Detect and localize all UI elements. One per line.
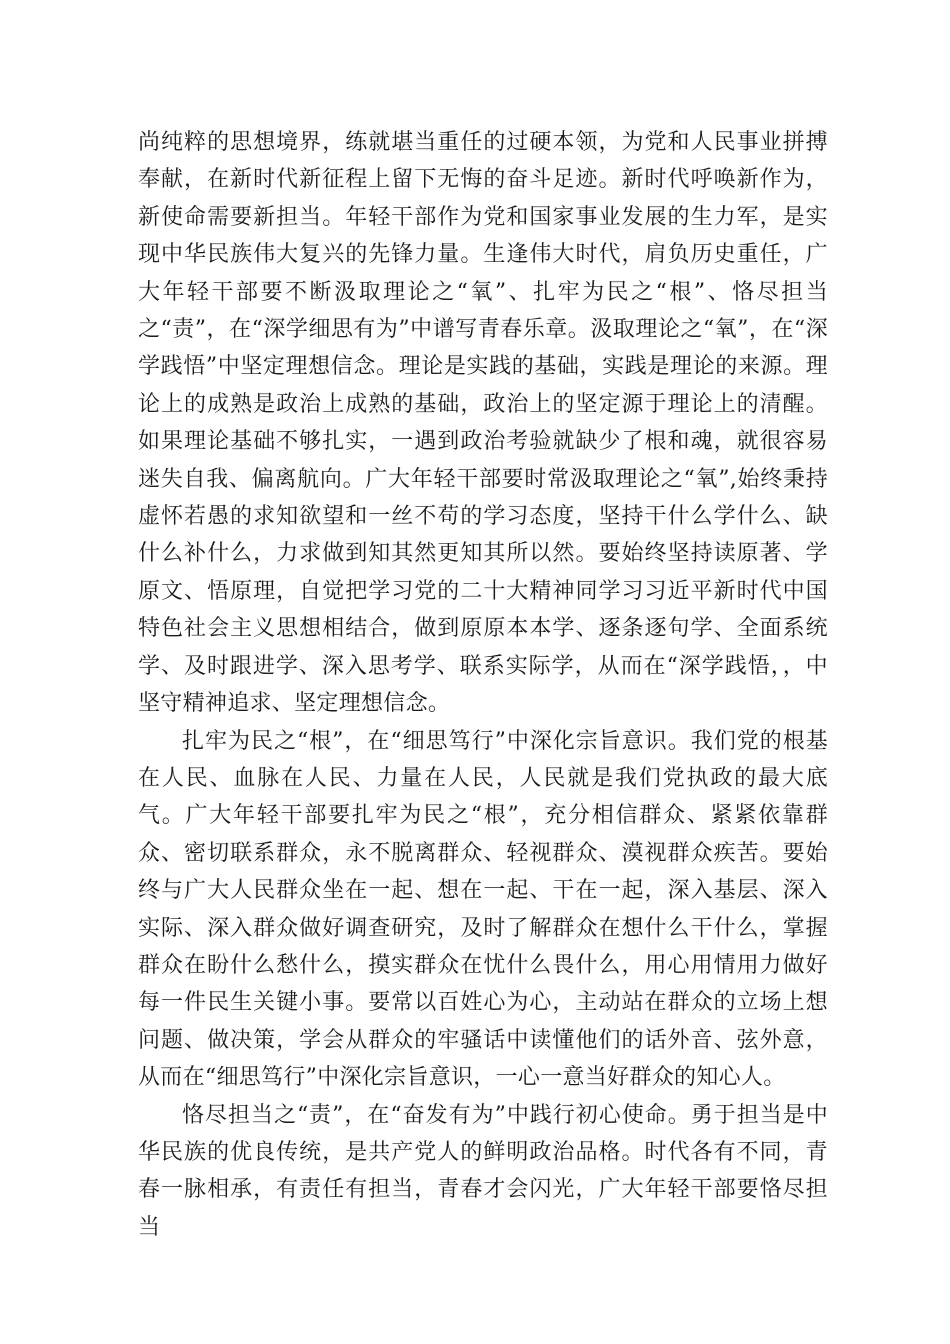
- paragraph-2: 扎牢为民之“根”，在“细思笃行”中深化宗旨意识。我们党的根基在人民、血脉在人民、力量在人民，人民就是我们党执政的最大底气。广大年轻干部要扎牢为民之“根”，充分相信群众、紧紧依靠群众、密切联系群众，永不脱离群众、轻视群众、漠视群众疾苦。要始终与广大人民群众坐在一起、想在一起、干在一起，深入基层、深入实际、深入群众做好调查研究，及时了解群众在想什么干什么，掌握群众在盼什么愁什么，摸实群众在忧什么畏什么，用心用情用力做好每一件民生关键小事。要常以百姓心为心，主动站在群众的立场上想问题、做决策，学会从群众的牢骚话中读懂他们的话外音、弦外意，从而在“细思笃行”中深化宗旨意识，一心一意当好群众的知心人。: [138, 728, 828, 1091]
- document-body: [138, 124, 828, 1246]
- paragraph-1: 尚纯粹的思想境界，练就堪当重任的过硬本领，为党和人民事业拼搏奉献，在新时代新征程上留下无悔的奋斗足迹。新时代呼唤新作为，新使命需要新担当。年轻干部作为党和国家事业发展的生力军，是实现中华民族伟大复兴的先锋力量。生逢伟大时代，肩负历史重任，广大年轻干部要不断汲取理论之“氧”、扎牢为民之“根”、恪尽担当之“责”，在“深学细思有为”中谱写青春乐章。汲取理论之“氧”，在“深学践悟”中坚定理想信念。理论是实践的基础，实践是理论的来源。理论上的成熟是政治上成熟的基础，政治上的坚定源于理论上的清醒。如果理论基础不够扎实，一遇到政治考验就缺少了根和魂，就很容易迷失自我、偏离航向。广大年轻干部要时常汲取理论之“氧”,始终秉持虚怀若愚的求知欲望和一丝不苟的学习态度，坚持干什么学什么、缺什么补什么，力求做到知其然更知其所以然。要始终坚持读原著、学原文、悟原理，自觉把学习党的二十大精神同学习习近平新时代中国特色社会主义思想相结合，做到原原本本学、逐条逐句学、全面系统学、及时跟进学、深入思考学、联系实际学，从而在“深学践悟，，中坚守精神追求、坚定理想信念。: [138, 130, 828, 717]
- paragraph-3: 恪尽担当之“责”，在“奋发有为”中践行初心使命。勇于担当是中华民族的优良传统，是共产党人的鲜明政治品格。时代各有不同，青春一脉相承，有责任有担当，青春才会闪光，广大年轻干部要恪尽担当: [138, 1102, 828, 1240]
